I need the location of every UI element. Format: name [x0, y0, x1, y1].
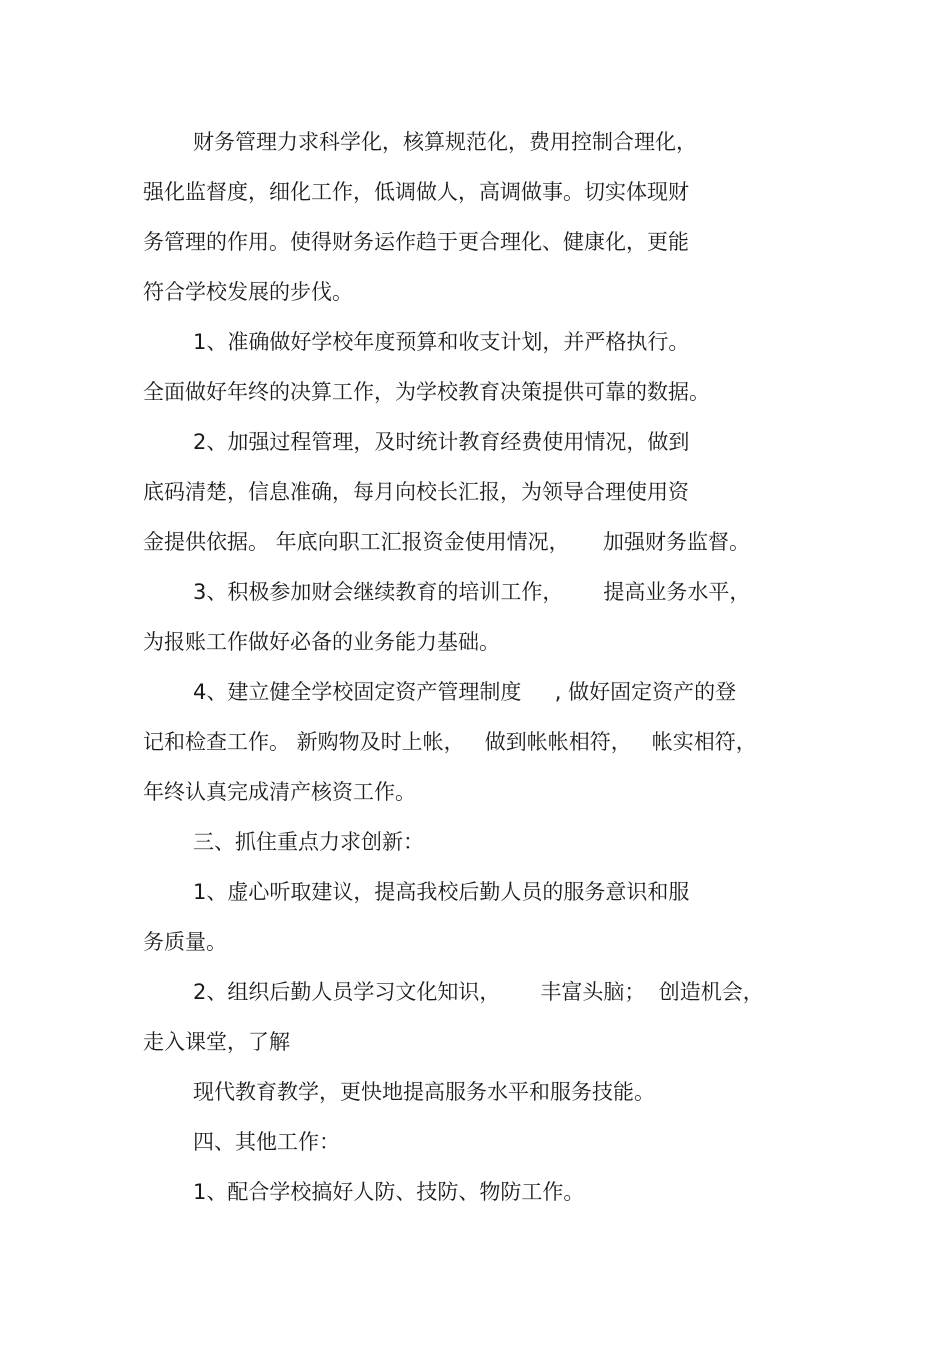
- text-line: 年终认真完成清产核资工作。: [143, 780, 416, 804]
- text-line: 1、准确做好学校年度预算和收支计划，并严格执行。: [193, 330, 690, 354]
- text-line: 为报账工作做好必备的业务能力基础。: [143, 630, 500, 654]
- text-line: 全面做好年终的决算工作，为学校教育决策提供可靠的数据。: [143, 380, 710, 404]
- section-heading: 四、其他工作：: [193, 1130, 340, 1154]
- text-line: 1、虚心听取建议，提高我校后勤人员的服务意识和服: [193, 880, 690, 904]
- text-line: 现代教育教学，更快地提高服务水平和服务技能。: [193, 1080, 655, 1104]
- text-line: 记和检查工作。 新购物及时上帐， 做到帐帐相符， 帐实相符，: [143, 730, 757, 754]
- text-line: 4、建立健全学校固定资产管理制度 , 做好固定资产的登: [193, 680, 737, 704]
- text-line: 务管理的作用。使得财务运作趋于更合理化、健康化，更能: [143, 230, 689, 254]
- text-line: 3、积极参加财会继续教育的培训工作， 提高业务水平，: [193, 580, 751, 604]
- text-line: 底码清楚，信息准确，每月向校长汇报，为领导合理使用资: [143, 480, 689, 504]
- section-heading: 三、抓住重点力求创新：: [193, 830, 424, 854]
- text-line: 财务管理力求科学化，核算规范化，费用控制合理化，: [193, 130, 697, 154]
- text-line: 2、加强过程管理，及时统计教育经费使用情况，做到: [193, 430, 690, 454]
- text-line: 1、配合学校搞好人防、技防、物防工作。: [193, 1180, 585, 1204]
- text-line: 符合学校发展的步伐。: [143, 280, 353, 304]
- text-line: 走入课堂，了解: [143, 1030, 290, 1054]
- text-line: 2、组织后勤人员学习文化知识， 丰富头脑； 创造机会，: [193, 980, 764, 1004]
- text-line: 金提供依据。 年底向职工汇报资金使用情况， 加强财务监督。: [143, 530, 751, 554]
- text-line: 强化监督度，细化工作，低调做人，高调做事。切实体现财: [143, 180, 689, 204]
- text-line: 务质量。: [143, 930, 227, 954]
